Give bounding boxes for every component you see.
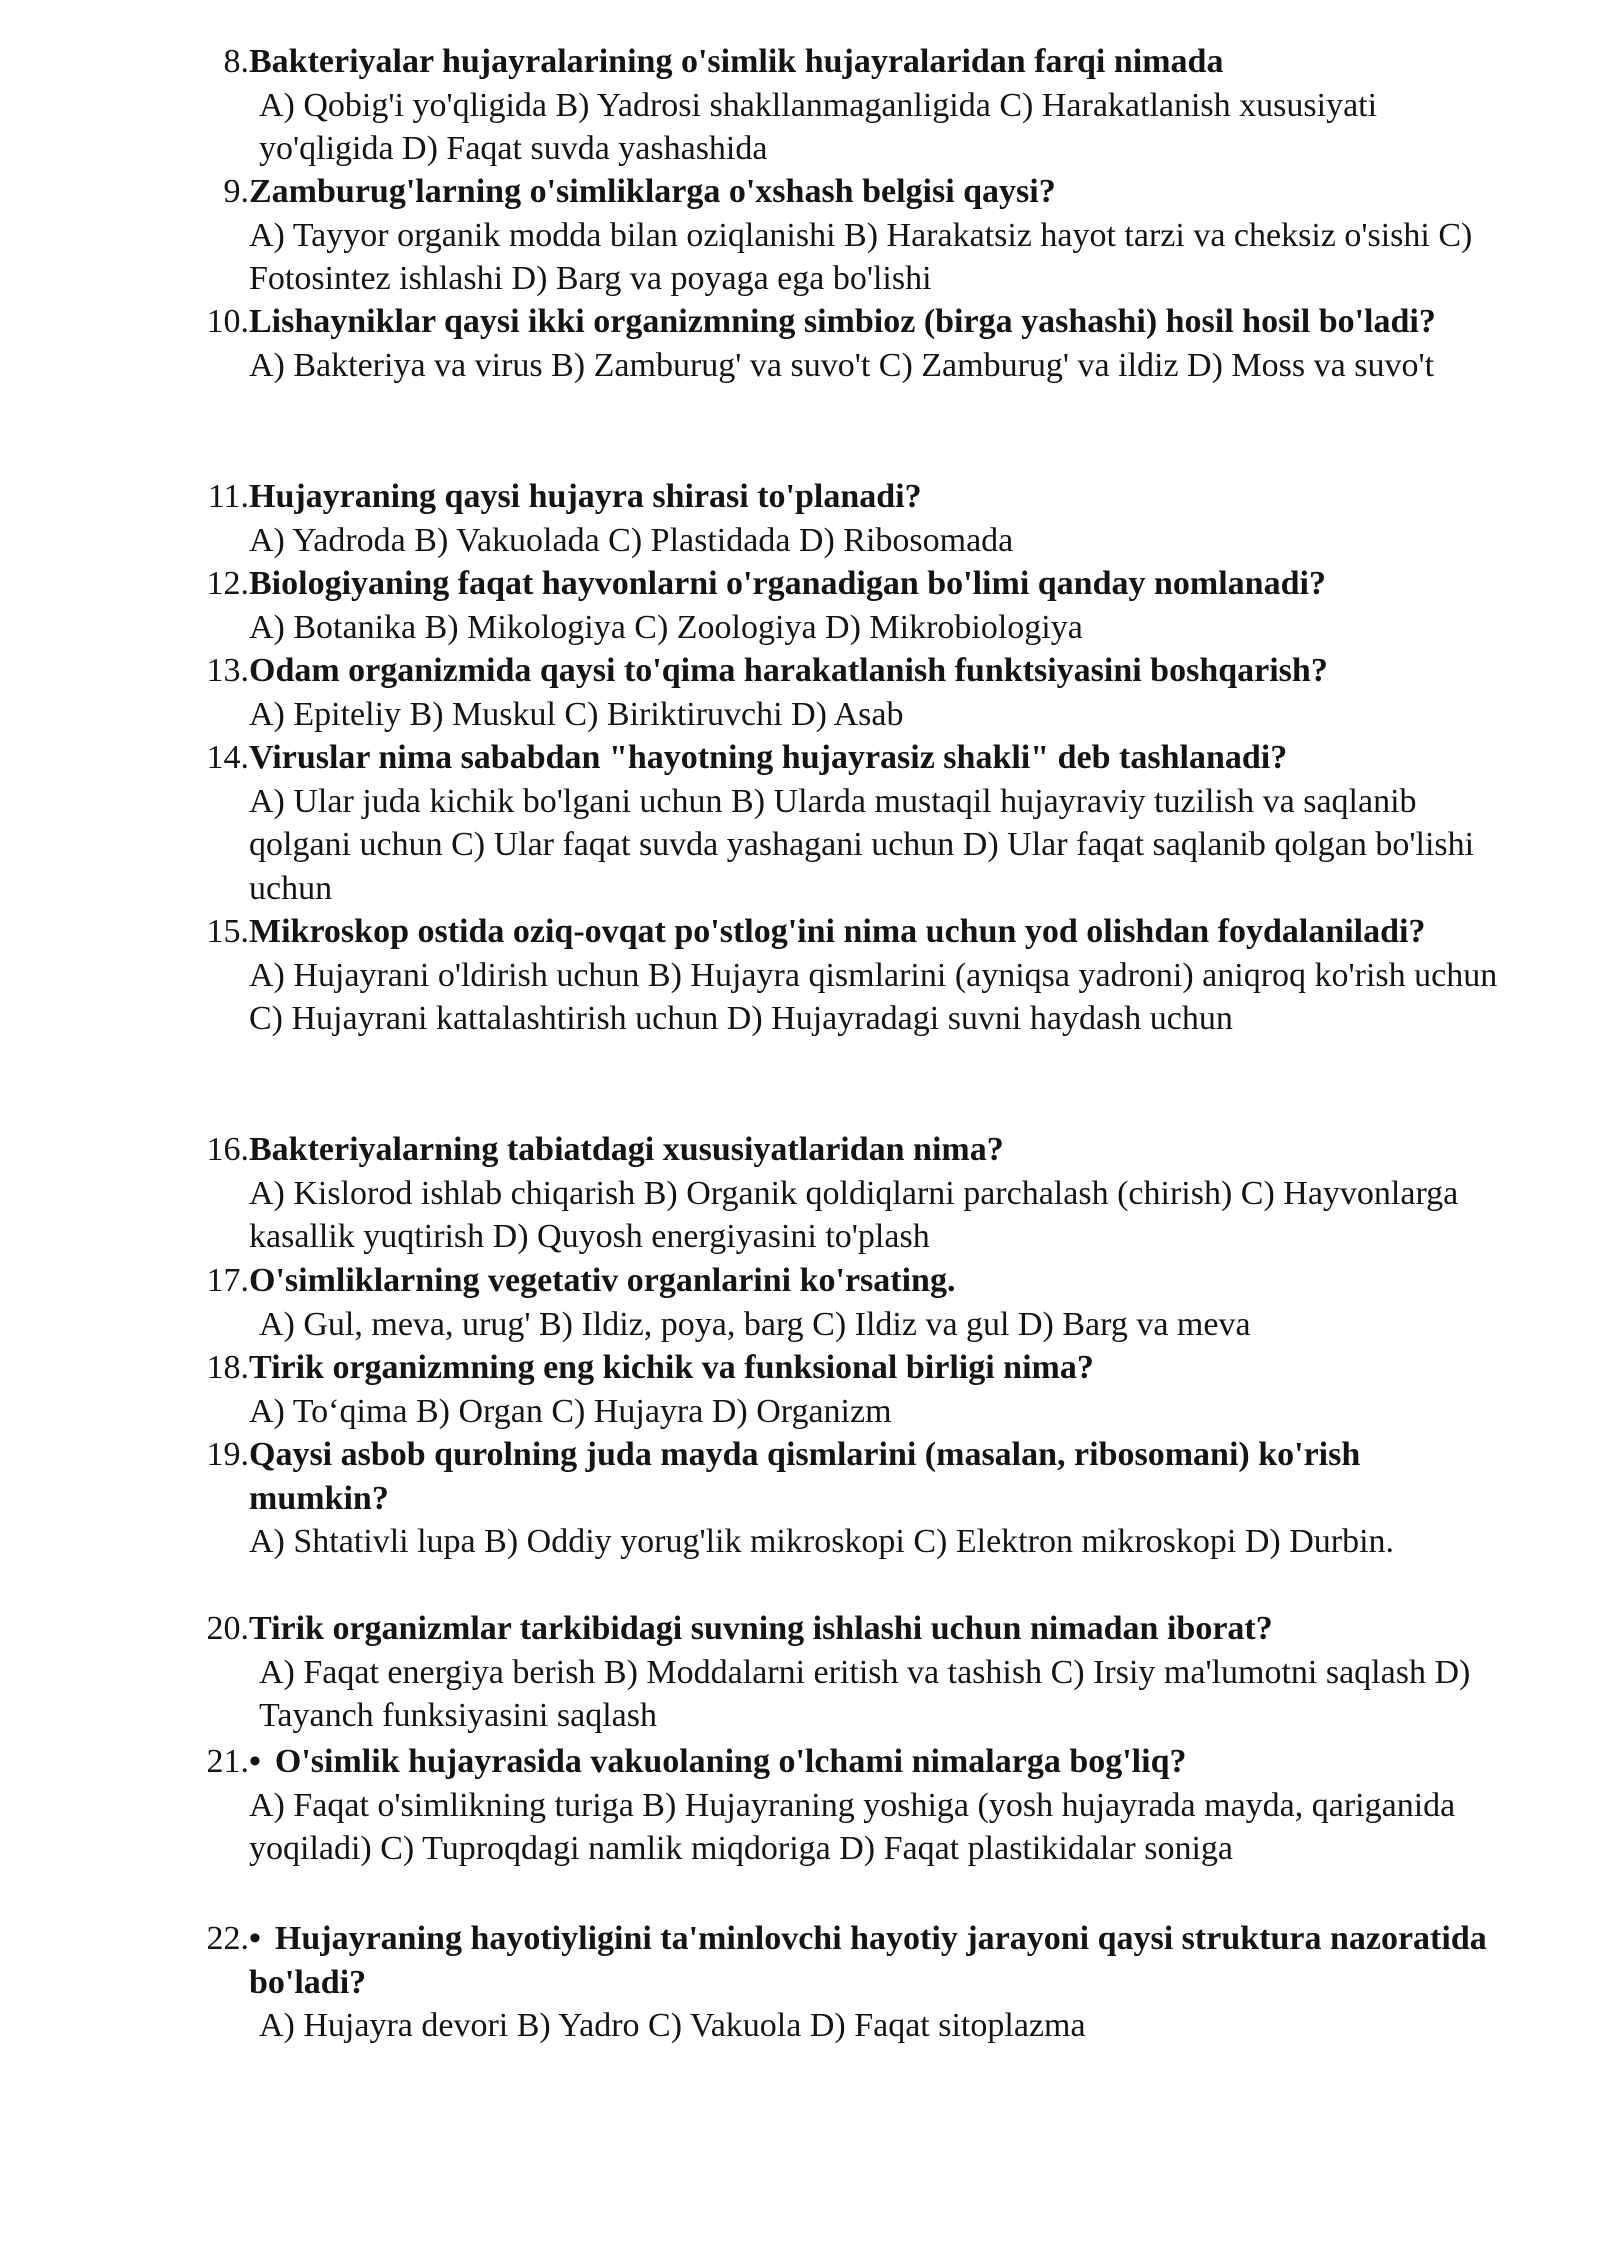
question-number: 10. [206, 303, 249, 340]
answer-options: A) Faqat energiya berish B) Moddalarni eritish va tashish C) Irsiy ma'lumotni saqlash D) Tayanch funksiyasini saqlash [259, 1653, 1471, 1735]
question-9 [0, 170, 1600, 301]
question-text: Viruslar nima sababdan "hayotning hujayrasiz shakli" deb tashlanadi? [249, 739, 1288, 776]
question-text: Qaysi asbob qurolning juda mayda qismlarini (masalan, ribosomani) ko'rish mumkin? [249, 1436, 1361, 1517]
question-text: Hujayraning hayotiyligini ta'minlovchi hayotiy jarayoni qaysi struktura nazoratida bo'ladi? [249, 1920, 1487, 2001]
question-17 [0, 1259, 1600, 1346]
question-number: 12. [206, 565, 249, 602]
question-number: 22. [206, 1920, 249, 1957]
question-20 [0, 1607, 1600, 1738]
question-number: 20. [206, 1610, 249, 1647]
question-18 [0, 1346, 1600, 1433]
bullet-icon: • [249, 1743, 261, 1780]
question-8 [0, 40, 1600, 171]
question-12 [0, 562, 1600, 649]
question-22 [0, 1917, 1600, 2048]
answer-options: A) Botanika B) Mikologiya C) Zoologiya D) Mikrobiologiya [249, 608, 1083, 646]
question-15 [0, 910, 1600, 1041]
question-10 [0, 300, 1600, 387]
question-number: 21. [206, 1743, 249, 1780]
question-text: Odam organizmida qaysi to'qima harakatlanish funktsiyasini boshqarish? [249, 652, 1328, 689]
question-text: Hujayraning qaysi hujayra shirasi to'planadi? [249, 478, 922, 515]
answer-options: A) Qobig'i yo'qligida B) Yadrosi shakllanmaganligida C) Harakatlanish xususiyati yo'qligida D) Faqat suvda yashashida [259, 86, 1378, 168]
question-11 [0, 475, 1600, 562]
answer-options: A) Epiteliy B) Muskul C) Biriktiruvchi D) Asab [249, 695, 904, 733]
question-number: 9. [223, 173, 249, 210]
question-16 [0, 1128, 1600, 1259]
question-14 [0, 736, 1600, 910]
question-number: 19. [206, 1436, 249, 1473]
answer-options: A) Gul, meva, urug' B) Ildiz, poya, barg C) Ildiz va gul D) Barg va meva [259, 1305, 1251, 1343]
question-text: Tirik organizmlar tarkibidagi suvning ishlashi uchun nimadan iborat? [249, 1610, 1273, 1647]
answer-options: A) Ular juda kichik bo'lgani uchun B) Ularda mustaqil hujayraviy tuzilish va saqlanib qolgani uchun C) Ular faqat suvda yashagani uchun D) Ular faqat saqlanib qolgan bo'lishi uchun [249, 782, 1475, 907]
answer-options: A) Yadroda B) Vakuolada C) Plastidada D) Ribosomada [249, 521, 1014, 559]
question-text: Mikroskop ostida oziq-ovqat po'stlog'ini nima uchun yod olishdan foydalaniladi? [249, 913, 1426, 950]
answer-options: A) Kislorod ishlab chiqarish B) Organik qoldiqlarni parchalash (chirish) C) Hayvonlarga kasallik yuqtirish D) Quyosh energiyasini to'plash [249, 1174, 1459, 1256]
question-13 [0, 649, 1600, 736]
answer-options: A) Hujayra devori B) Yadro C) Vakuola D) Faqat sitoplazma [259, 2007, 1086, 2045]
question-text: Tirik organizmning eng kichik va funksional birligi nima? [249, 1349, 1094, 1386]
answer-options: A) To‘qima B) Organ C) Hujayra D) Organizm [249, 1392, 892, 1430]
question-number: 8. [223, 43, 249, 80]
question-number: 13. [206, 652, 249, 689]
question-number: 17. [206, 1262, 249, 1299]
answer-options: A) Shtativli lupa B) Oddiy yorug'lik mikroskopi C) Elektron mikroskopi D) Durbin. [249, 1523, 1395, 1561]
answer-options: A) Faqat o'simlikning turiga B) Hujayraning yoshiga (yosh hujayrada mayda, qariganida yoqiladi) C) Tuproqdagi namlik miqdoriga D) Faqat plastikidalar soniga [249, 1786, 1456, 1868]
question-text: Zamburug'larning o'simliklarga o'xshash belgisi qaysi? [249, 173, 1056, 210]
question-number: 11. [207, 478, 249, 515]
question-21 [0, 1740, 1600, 1871]
question-text: O'simliklarning vegetativ organlarini ko'rsating. [249, 1262, 956, 1299]
question-text: O'simlik hujayrasida vakuolaning o'lchami nimalarga bog'liq? [274, 1743, 1187, 1780]
question-text: Lishayniklar qaysi ikki organizmning simbioz (birga yashashi) hosil hosil bo'ladi? [249, 303, 1436, 340]
question-text: Bakteriyalar hujayralarining o'simlik hujayralaridan farqi nimada [249, 43, 1224, 80]
question-text: Biologiyaning faqat hayvonlarni o'rganadigan bo'limi qanday nomlanadi? [249, 565, 1326, 602]
answer-options: A) Hujayrani o'ldirish uchun B) Hujayra qismlarini (ayniqsa yadroni) aniqroq ko'rish uchun C) Hujayrani kattalashtirish uchun D) Hujayradagi suvni haydash uchun [249, 956, 1498, 1038]
question-number: 14. [206, 739, 249, 776]
question-number: 15. [206, 913, 249, 950]
answer-options: A) Bakteriya va virus B) Zamburug' va suvo't C) Zamburug' va ildiz D) Moss va suvo't [249, 346, 1435, 384]
question-19 [0, 1433, 1600, 1564]
bullet-icon: • [249, 1920, 261, 1957]
question-number: 16. [206, 1131, 249, 1168]
question-text: Bakteriyalarning tabiatdagi xususiyatlaridan nima? [249, 1131, 1004, 1168]
answer-options: A) Tayyor organik modda bilan oziqlanishi B) Harakatsiz hayot tarzi va cheksiz o'sishi C) Fotosintez ishlashi D) Barg va poyaga ega bo'lishi [249, 216, 1473, 298]
question-number: 18. [206, 1349, 249, 1386]
